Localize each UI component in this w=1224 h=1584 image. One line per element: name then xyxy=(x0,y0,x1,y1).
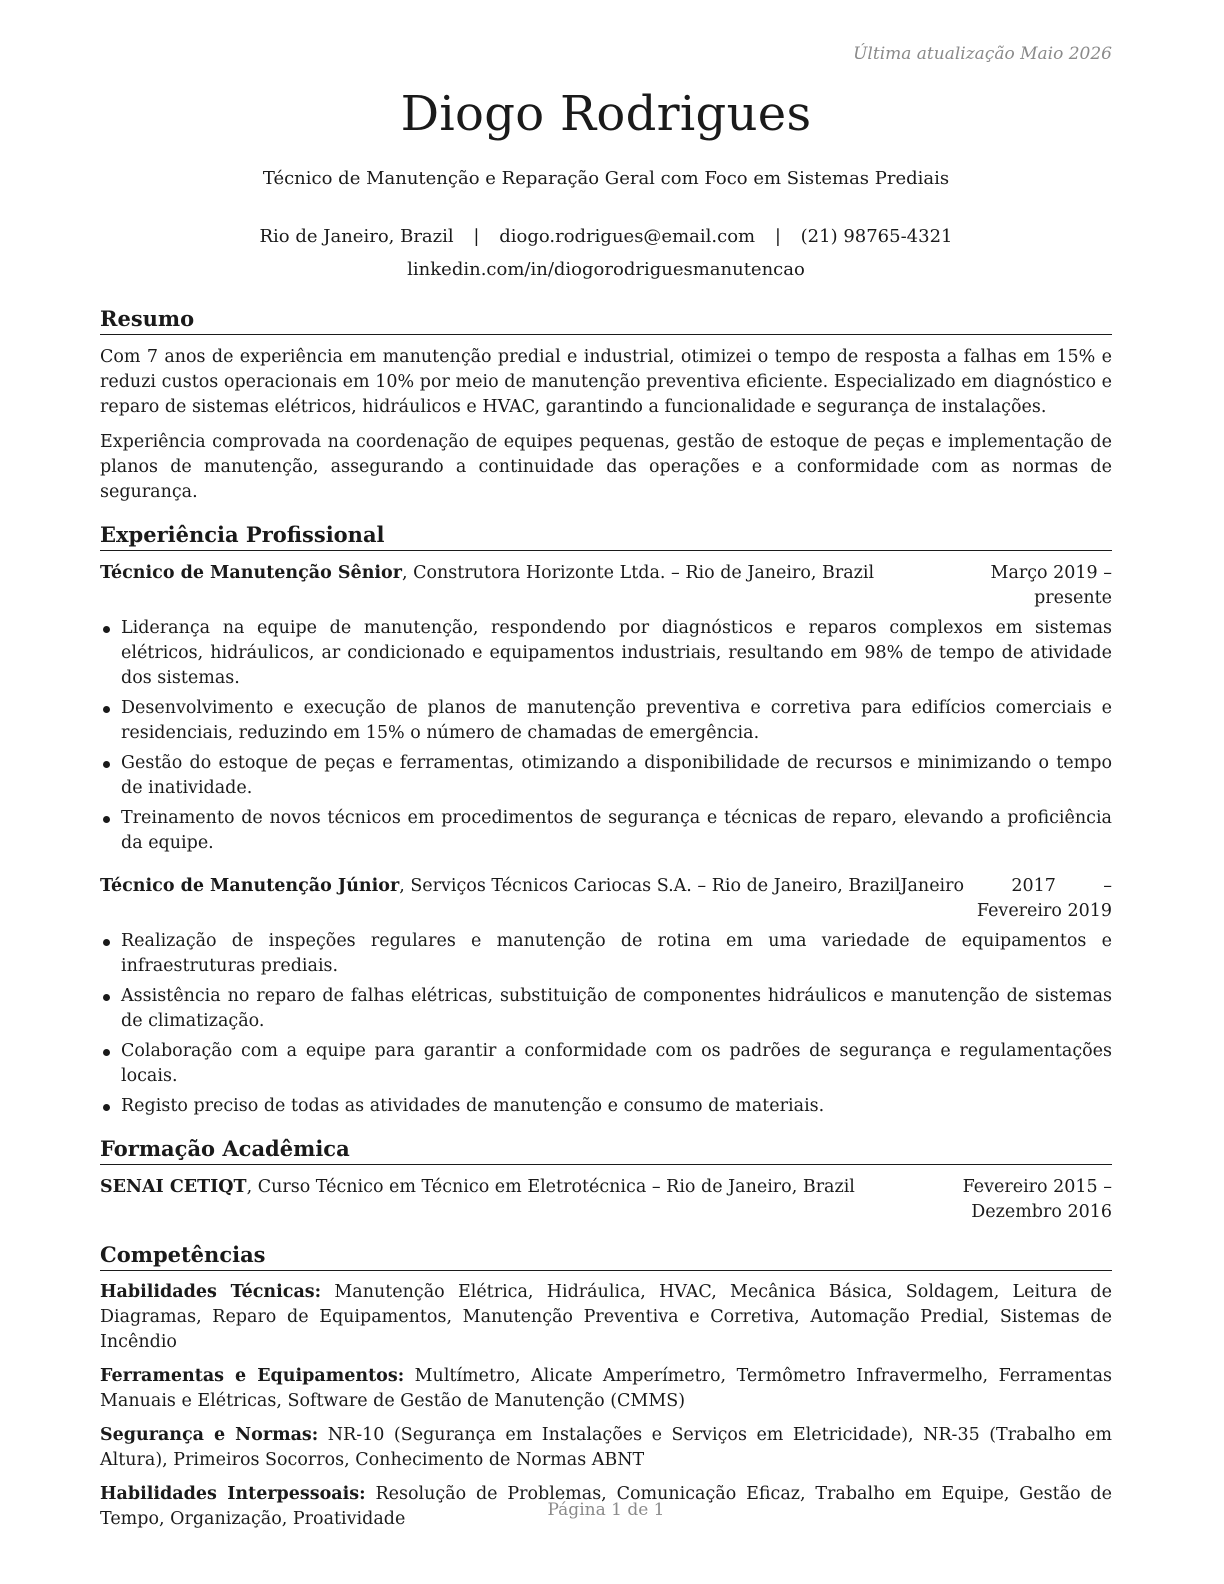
contact-line xyxy=(100,220,1112,253)
summary-section xyxy=(100,305,1112,505)
job-dates: Janeiro 2017 – Fevereiro 2019 xyxy=(900,876,1112,921)
candidate-name: Diogo Rodrigues xyxy=(400,86,812,142)
section-title-experience: Experiência Profissional xyxy=(100,521,1112,551)
skill-text: Manutenção Elétrica, Hidráulica, HVAC, Mecânica Básica, Soldagem, Leitura de Diagramas, Reparo de Equipamentos, Manutenção Preventiva e Corretiva, Automação Predial, Sistemas de Incêndio xyxy=(100,1282,1112,1352)
job-title-line xyxy=(100,874,900,924)
skill-label: Ferramentas e Equipamentos: xyxy=(100,1366,405,1386)
summary-paragraph: Experiência comprovada na coordenação de equipes pequenas, gestão de estoque de peças e implementação de planos de manutenção, assegurando a continuidade das operações e a conformidade com as normas de segurança. xyxy=(100,432,1112,502)
phone: (21) 98765-4321 xyxy=(800,226,953,247)
skill-group xyxy=(100,1364,1112,1414)
education-title-line xyxy=(100,1175,855,1225)
list-item: Registo preciso de todas as atividades de manutenção e consumo de materiais. xyxy=(100,1094,1112,1119)
separator: | xyxy=(473,226,480,247)
list-item: Colaboração com a equipe para garantir a conformidade com os padrões de segurança e regulamentações locais. xyxy=(100,1039,1112,1089)
list-item: Desenvolvimento e execução de planos de manutenção preventiva e corretiva para edifícios comerciais e residenciais, reduzindo em 15% o número de chamadas de emergência. xyxy=(100,696,1112,746)
skill-text: Multímetro, Alicate Amperímetro, Termômetro Infravermelho, Ferramentas Manuais e Elétricas, Software de Gestão de Manutenção (CMMS) xyxy=(100,1366,1112,1411)
education-entry xyxy=(100,1175,1112,1225)
section-title-summary: Resumo xyxy=(100,305,1112,335)
job-entry xyxy=(100,561,1112,856)
education-header xyxy=(100,1175,1112,1225)
separator: | xyxy=(774,226,781,247)
education-dates: Fevereiro 2015 – Dezembro 2016 xyxy=(962,1177,1112,1222)
job-role: Técnico de Manutenção Júnior xyxy=(100,876,400,896)
job-org: , Serviços Técnicos Cariocas S.A. – Rio de Janeiro, Brazil xyxy=(399,876,901,896)
skill-label: Habilidades Interpessoais: xyxy=(100,1484,366,1504)
skill-text: NR-10 (Segurança em Instalações e Serviços em Eletricidade), NR-35 (Trabalho em Altura), Primeiros Socorros, Conhecimento de Normas ABNT xyxy=(100,1425,1113,1470)
section-title-education: Formação Acadêmica xyxy=(100,1135,1112,1165)
section-title-skills: Competências xyxy=(100,1241,1112,1271)
skill-group xyxy=(100,1280,1112,1355)
location: Rio de Janeiro, Brazil xyxy=(259,226,454,247)
experience-section xyxy=(100,521,1112,1119)
linkedin-link[interactable]: linkedin.com/in/diogorodriguesmanutencao xyxy=(407,259,805,280)
page-number: Página 1 de 1 xyxy=(547,1500,665,1520)
list-item: Treinamento de novos técnicos em procedimentos de segurança e técnicas de reparo, elevando a proficiência da equipe. xyxy=(100,806,1112,856)
resume-content xyxy=(100,305,1112,1548)
job-dates: Março 2019 – presente xyxy=(990,563,1112,608)
job-title-line xyxy=(100,561,874,611)
skill-text: Resolução de Problemas, Comunicação Eficaz, Trabalho em Equipe, Gestão de Tempo, Organização, Proatividade xyxy=(100,1484,1112,1529)
list-item: Assistência no reparo de falhas elétricas, substituição de componentes hidráulicos e manutenção de sistemas de climatização. xyxy=(100,984,1112,1034)
list-item: Realização de inspeções regulares e manutenção de rotina em uma variedade de equipamentos e infraestruturas prediais. xyxy=(100,929,1112,979)
job-role: Técnico de Manutenção Sênior xyxy=(100,563,402,583)
skill-label: Segurança e Normas: xyxy=(100,1425,319,1445)
job-entry xyxy=(100,874,1112,1119)
skill-group xyxy=(100,1423,1112,1473)
job-org: , Construtora Horizonte Ltda. – Rio de Janeiro, Brazil xyxy=(401,563,875,583)
list-item: Gestão do estoque de peças e ferramentas, otimizando a disponibilidade de recursos e minimizando o tempo de inatividade. xyxy=(100,751,1112,801)
contact-block xyxy=(100,220,1112,286)
headline: Técnico de Manutenção e Reparação Geral com Foco em Sistemas Prediais xyxy=(262,168,950,189)
job-header xyxy=(100,874,1112,924)
job-bullets xyxy=(100,616,1112,856)
school-name: SENAI CETIQT xyxy=(100,1177,247,1197)
skills-section xyxy=(100,1241,1112,1532)
education-section xyxy=(100,1135,1112,1225)
email-link[interactable]: diogo.rodrigues@email.com xyxy=(499,226,756,247)
summary-paragraph: Com 7 anos de experiência em manutenção predial e industrial, otimizei o tempo de resposta a falhas em 15% e reduzi custos operacionais em 10% por meio de manutenção preventiva eficiente. Especializado em diagnóstico e reparo de sistemas elétricos, hidráulicos e HVAC, garantindo a funcionalidade e segurança de instalações. xyxy=(100,347,1112,417)
job-bullets xyxy=(100,929,1112,1119)
skill-label: Habilidades Técnicas: xyxy=(100,1282,322,1302)
course-name: , Curso Técnico em Técnico em Eletrotécnica – Rio de Janeiro, Brazil xyxy=(246,1177,855,1197)
job-header xyxy=(100,561,1112,611)
list-item: Liderança na equipe de manutenção, respondendo por diagnósticos e reparos complexos em sistemas elétricos, hidráulicos, ar condicionado e equipamentos industriais, resultando em 98% de tempo de atividade dos sistemas. xyxy=(100,616,1112,691)
last-updated: Última atualização Maio 2026 xyxy=(853,44,1112,64)
